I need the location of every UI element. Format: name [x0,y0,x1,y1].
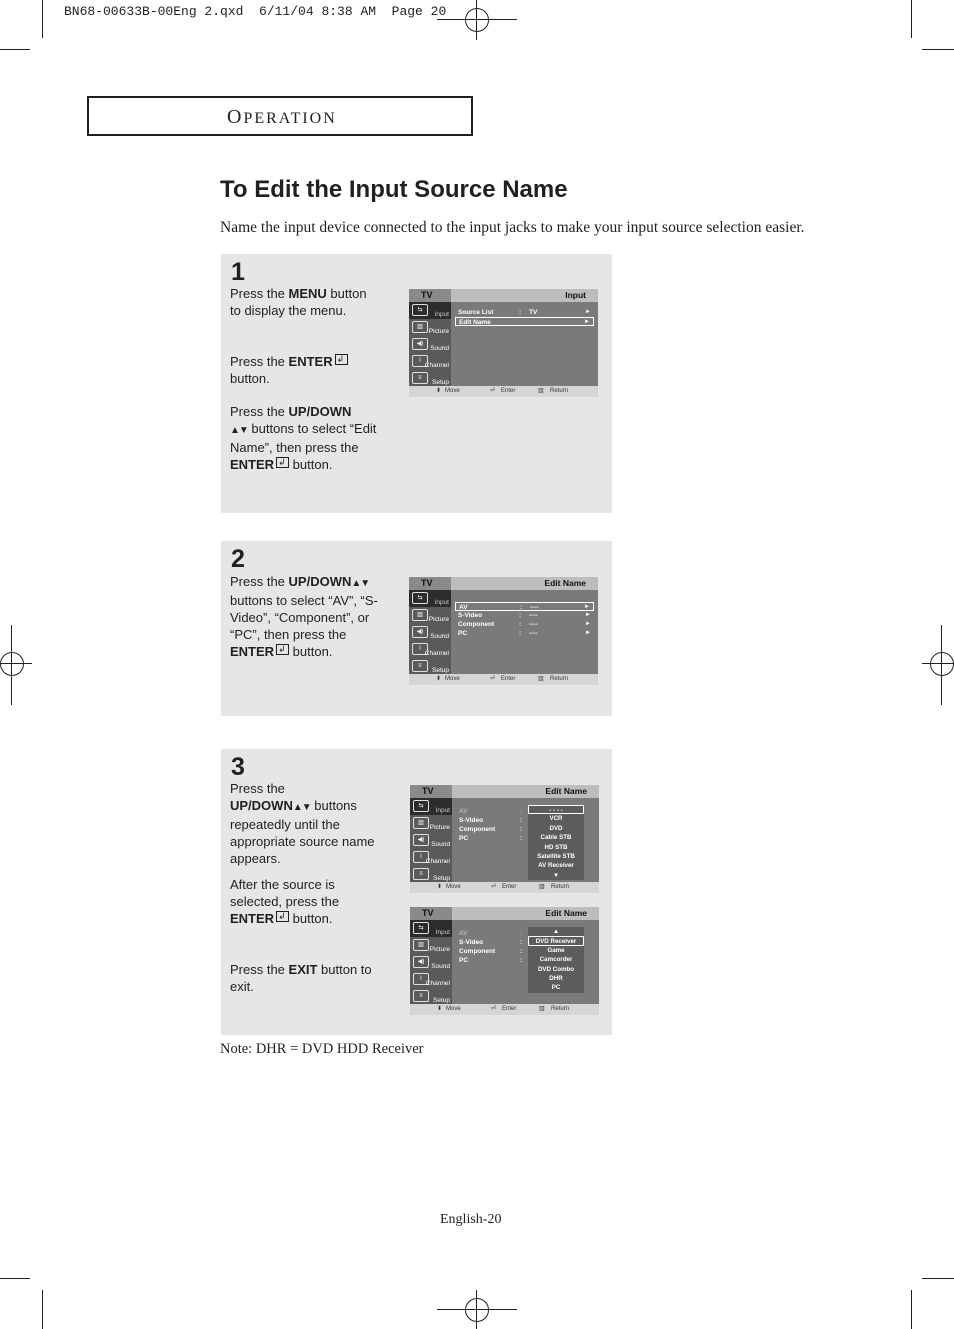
osd-menu-label: Sound [430,633,449,640]
move-label: Move [446,1006,461,1012]
osd-menu-sound [410,832,452,849]
print-slug: BN68-00633B-00Eng 2.qxd 6/11/04 8:38 AM Page 20 [64,4,447,19]
input-icon: ⇆ [412,592,428,604]
osd-menu-label: Sound [431,841,450,848]
osd-header [410,907,599,920]
section-header [87,96,473,136]
osd-content [451,590,598,674]
return-label: Return [551,884,570,890]
osd-menu-label: Setup [433,997,450,1004]
osd-menu-input [410,920,452,937]
row-name: Edit Name [459,319,491,326]
osd-menu-picture [409,607,451,624]
osd-menu-channel [409,641,451,658]
updown-key: UP/DOWN [288,574,352,589]
osd-menu-picture [410,815,452,832]
osd-menu-picture [410,937,452,954]
move-label: Move [446,884,461,890]
row-colon: : [520,817,523,824]
updown-key: UP/DOWN [230,798,293,813]
row-name: PC [459,835,469,842]
text: buttons to select “AV”, “S-Video”, “Component”, or “PC”, then press the [230,593,378,642]
osd-menu-setup [409,658,451,675]
dropdown-option: DVD [549,824,563,832]
step-instruction [230,353,380,387]
page-number: English-20 [440,1212,502,1227]
picture-icon: ▥ [413,817,429,829]
dropdown-option: Satellite STB [537,852,575,860]
osd-title: Input [565,290,586,300]
osd-menu-input [409,302,451,319]
registration-line [437,19,517,20]
osd-dropdown [528,805,584,880]
updown-arrows-icon: ▲▼ [292,802,311,813]
row-colon: : [519,309,522,316]
dropdown-option-selected: DVD Receiver [528,936,584,945]
page-title: To Edit the Input Source Name [220,176,568,203]
input-icon: ⇆ [413,922,429,934]
step-instruction [230,876,380,927]
dropdown-option: VCR [549,815,563,823]
return-label: Return [551,1006,570,1012]
row-colon: : [520,826,523,833]
text: button. [289,457,333,472]
input-icon: ⇆ [412,304,428,316]
osd-footer [409,674,598,685]
step-instruction [230,285,380,319]
osd-menu-setup [410,866,452,883]
section-rest: PERATION [243,110,337,127]
setup-icon: ≡ [413,990,429,1002]
registration-line [11,625,12,705]
osd-row [455,308,594,317]
sound-icon: ◀) [413,834,429,846]
move-icon: ⬍ [436,676,442,682]
enter-icon [276,457,289,468]
osd-content [451,302,598,386]
arrow-right-icon: ► [585,309,591,315]
registration-line [941,625,942,705]
text: button to exit. [230,962,372,994]
osd-tv-label: TV [409,289,451,302]
osd-row [455,611,594,620]
sound-icon: ◀) [413,956,429,968]
osd-menu-label: Sound [431,963,450,970]
setup-icon: ≡ [413,868,429,880]
text: button. [289,644,333,659]
osd-row-selected [455,317,594,326]
enter-icon [276,644,289,655]
osd-menu-label: Input [435,807,450,814]
enter-key: ENTER [230,457,275,472]
osd-dropdown [528,927,584,993]
crop-mark [922,49,954,50]
osd-title: Edit Name [544,578,586,588]
setup-icon: ≡ [412,372,428,384]
crop-mark [42,0,43,38]
row-value: ---- [529,630,538,637]
intro-text: Name the input device connected to the input jacks to make your input source selection easier. [220,219,805,236]
text: button. [289,911,333,926]
text: Press the [230,354,289,369]
text: Press the [230,781,285,796]
channel-icon: ⌇ [413,973,429,985]
osd-footer [410,882,599,893]
row-colon: : [519,621,522,628]
row-colon: : [520,930,523,937]
osd-row [455,620,594,629]
arrow-right-icon: ► [585,630,591,636]
picture-icon: ▥ [412,321,428,333]
row-colon: : [519,612,522,619]
enter-label: Enter [502,884,517,890]
osd-menu-label: Picture [428,616,449,623]
osd-menu-setup [409,370,451,387]
osd-menu [410,920,452,1004]
enter-icon [335,354,348,365]
step-3-panel [221,749,612,1035]
sound-icon: ◀) [412,626,428,638]
input-icon: ⇆ [413,800,429,812]
step-2-panel [221,541,612,716]
row-name: Component [459,948,496,955]
exit-key: EXIT [288,962,318,977]
osd-menu-label: Sound [430,345,449,352]
enter-icon: ⏎ [490,388,496,394]
osd-menu-label: Picture [428,328,449,335]
row-colon: : [520,835,523,842]
osd-row-selected [455,602,594,611]
step-instruction [230,961,380,995]
row-name: AV [459,808,468,815]
osd-menu [409,302,451,386]
dropdown-option: AV Receiver [538,862,574,870]
sound-icon: ◀) [412,338,428,350]
picture-icon: ▥ [412,609,428,621]
osd-menu [409,590,451,674]
osd-menu-label: Setup [433,875,450,882]
osd-menu-picture [409,319,451,336]
move-label: Move [445,388,460,394]
row-name: S-Video [458,612,483,619]
crop-mark [922,1278,954,1279]
arrow-right-icon: ► [585,621,591,627]
osd-header [410,785,599,798]
osd-menu-label: Setup [432,379,449,386]
registration-line [476,1290,477,1329]
osd-menu-sound [409,336,451,353]
crop-mark [911,1290,912,1329]
row-name: S-Video [459,939,484,946]
text: Press the [230,962,289,977]
move-label: Move [445,676,460,682]
scroll-up-icon: ▲ [552,928,560,935]
text: Press the [230,574,289,589]
osd-menu-label: Setup [432,667,449,674]
row-name: S-Video [459,817,484,824]
registration-mark-right [930,652,954,676]
arrow-right-icon: ► [585,612,591,618]
row-name: PC [459,957,469,964]
osd-menu-channel [410,971,452,988]
step-instruction [230,573,380,660]
return-label: Return [550,676,569,682]
return-icon: ▥ [538,676,544,682]
section-title [227,106,337,129]
text: Press the [230,404,289,419]
enter-icon: ⏎ [491,884,497,890]
arrow-right-icon: ► [584,604,590,610]
osd-menu-label: Channel [424,362,449,369]
setup-icon: ≡ [412,660,428,672]
scroll-down-icon: ▼ [552,871,560,879]
row-name: Component [458,621,495,628]
row-name: Component [459,826,496,833]
osd-menu-setup [410,988,452,1005]
osd-menu-label: Channel [425,980,450,987]
registration-line [476,0,477,40]
text: Press the [230,286,289,301]
move-icon: ⬍ [436,388,442,394]
osd-menu-label: Picture [429,824,450,831]
osd-menu-label: Channel [425,858,450,865]
row-name: AV [459,930,468,937]
move-icon: ⬍ [437,1006,443,1012]
osd-footer [410,1004,599,1015]
dropdown-option: Game [547,946,565,954]
row-colon: : [520,808,523,815]
registration-mark-left [0,652,24,676]
row-colon: : [520,948,523,955]
osd-header [409,577,598,590]
dropdown-option: DVD Combo [537,965,575,973]
osd-title: Edit Name [545,908,587,918]
return-icon: ▥ [539,1006,545,1012]
osd-menu-label: Channel [424,650,449,657]
picture-icon: ▥ [413,939,429,951]
dropdown-option: DHR [549,974,563,982]
crop-mark [0,1278,30,1279]
crop-mark [0,49,30,50]
row-value: TV [529,309,538,316]
osd-menu-input [409,590,451,607]
osd-header [409,289,598,302]
text: buttons to select “Edit Name”, then press the [230,421,377,455]
channel-icon: ⌇ [412,643,428,655]
crop-mark [42,1290,43,1329]
return-icon: ▥ [538,388,544,394]
row-name: AV [459,604,468,611]
osd-menu-label: Input [434,311,449,318]
osd-title: Edit Name [545,786,587,796]
dropdown-option-selected: - - - - [528,805,584,814]
return-icon: ▥ [539,884,545,890]
row-value: ---- [529,612,538,619]
row-name: PC [458,630,468,637]
channel-icon: ⌇ [412,355,428,367]
osd-menu-input [410,798,452,815]
step-number: 3 [231,753,245,781]
text: button. [230,371,270,386]
updown-arrows-icon: ▲▼ [230,425,248,436]
dropdown-option: HD STB [544,843,568,851]
enter-key: ENTER [288,354,333,369]
row-colon: : [520,957,523,964]
osd-tv-label: TV [410,785,452,798]
row-colon: : [519,630,522,637]
step-instruction [230,403,380,473]
dropdown-option: Camcorder [539,956,573,964]
osd-menu-channel [409,353,451,370]
enter-label: Enter [501,388,516,394]
crop-mark [911,0,912,38]
updown-arrows-icon: ▲▼ [351,578,370,589]
footnote: Note: DHR = DVD HDD Receiver [220,1041,424,1057]
dropdown-option: Cable STB [540,834,572,842]
registration-mark-top [465,8,489,32]
enter-key: ENTER [230,911,275,926]
step-1-panel [221,254,612,513]
menu-key: MENU [288,286,327,301]
osd-tv-label: TV [410,907,452,920]
move-icon: ⬍ [437,884,443,890]
osd-menu-label: Input [434,599,449,606]
registration-line [437,1309,517,1310]
registration-line [0,663,32,664]
osd-footer [409,386,598,397]
osd-menu-label: Picture [429,946,450,953]
osd-menu-sound [409,624,451,641]
row-value: ---- [530,604,539,611]
enter-label: Enter [502,1006,517,1012]
row-value: ---- [529,621,538,628]
channel-icon: ⌇ [413,851,429,863]
osd-tv-label: TV [409,577,451,590]
step-number: 1 [231,258,245,286]
row-colon: : [520,939,523,946]
updown-key: UP/DOWN [288,404,352,419]
enter-key: ENTER [230,644,275,659]
row-colon: : [520,604,523,611]
text: buttons repeatedly until the appropriate source name appears. [230,798,375,866]
dropdown-option: PC [551,984,561,992]
osd-row [455,629,594,638]
step-number: 2 [231,545,245,573]
osd-menu-label: Input [435,929,450,936]
enter-icon [276,911,289,922]
return-label: Return [550,388,569,394]
step-instruction [230,780,380,867]
text: After the source is selected, press the [230,877,340,909]
osd-menu-sound [410,954,452,971]
arrow-right-icon: ► [584,319,590,325]
registration-mark-bottom [465,1298,489,1322]
registration-line [922,663,954,664]
enter-label: Enter [501,676,516,682]
section-initial: O [227,106,244,128]
row-name: Source List [458,309,494,316]
text: button to display the menu. [230,286,367,318]
enter-icon: ⏎ [490,676,496,682]
enter-icon: ⏎ [491,1006,497,1012]
osd-menu-channel [410,849,452,866]
osd-menu [410,798,452,882]
